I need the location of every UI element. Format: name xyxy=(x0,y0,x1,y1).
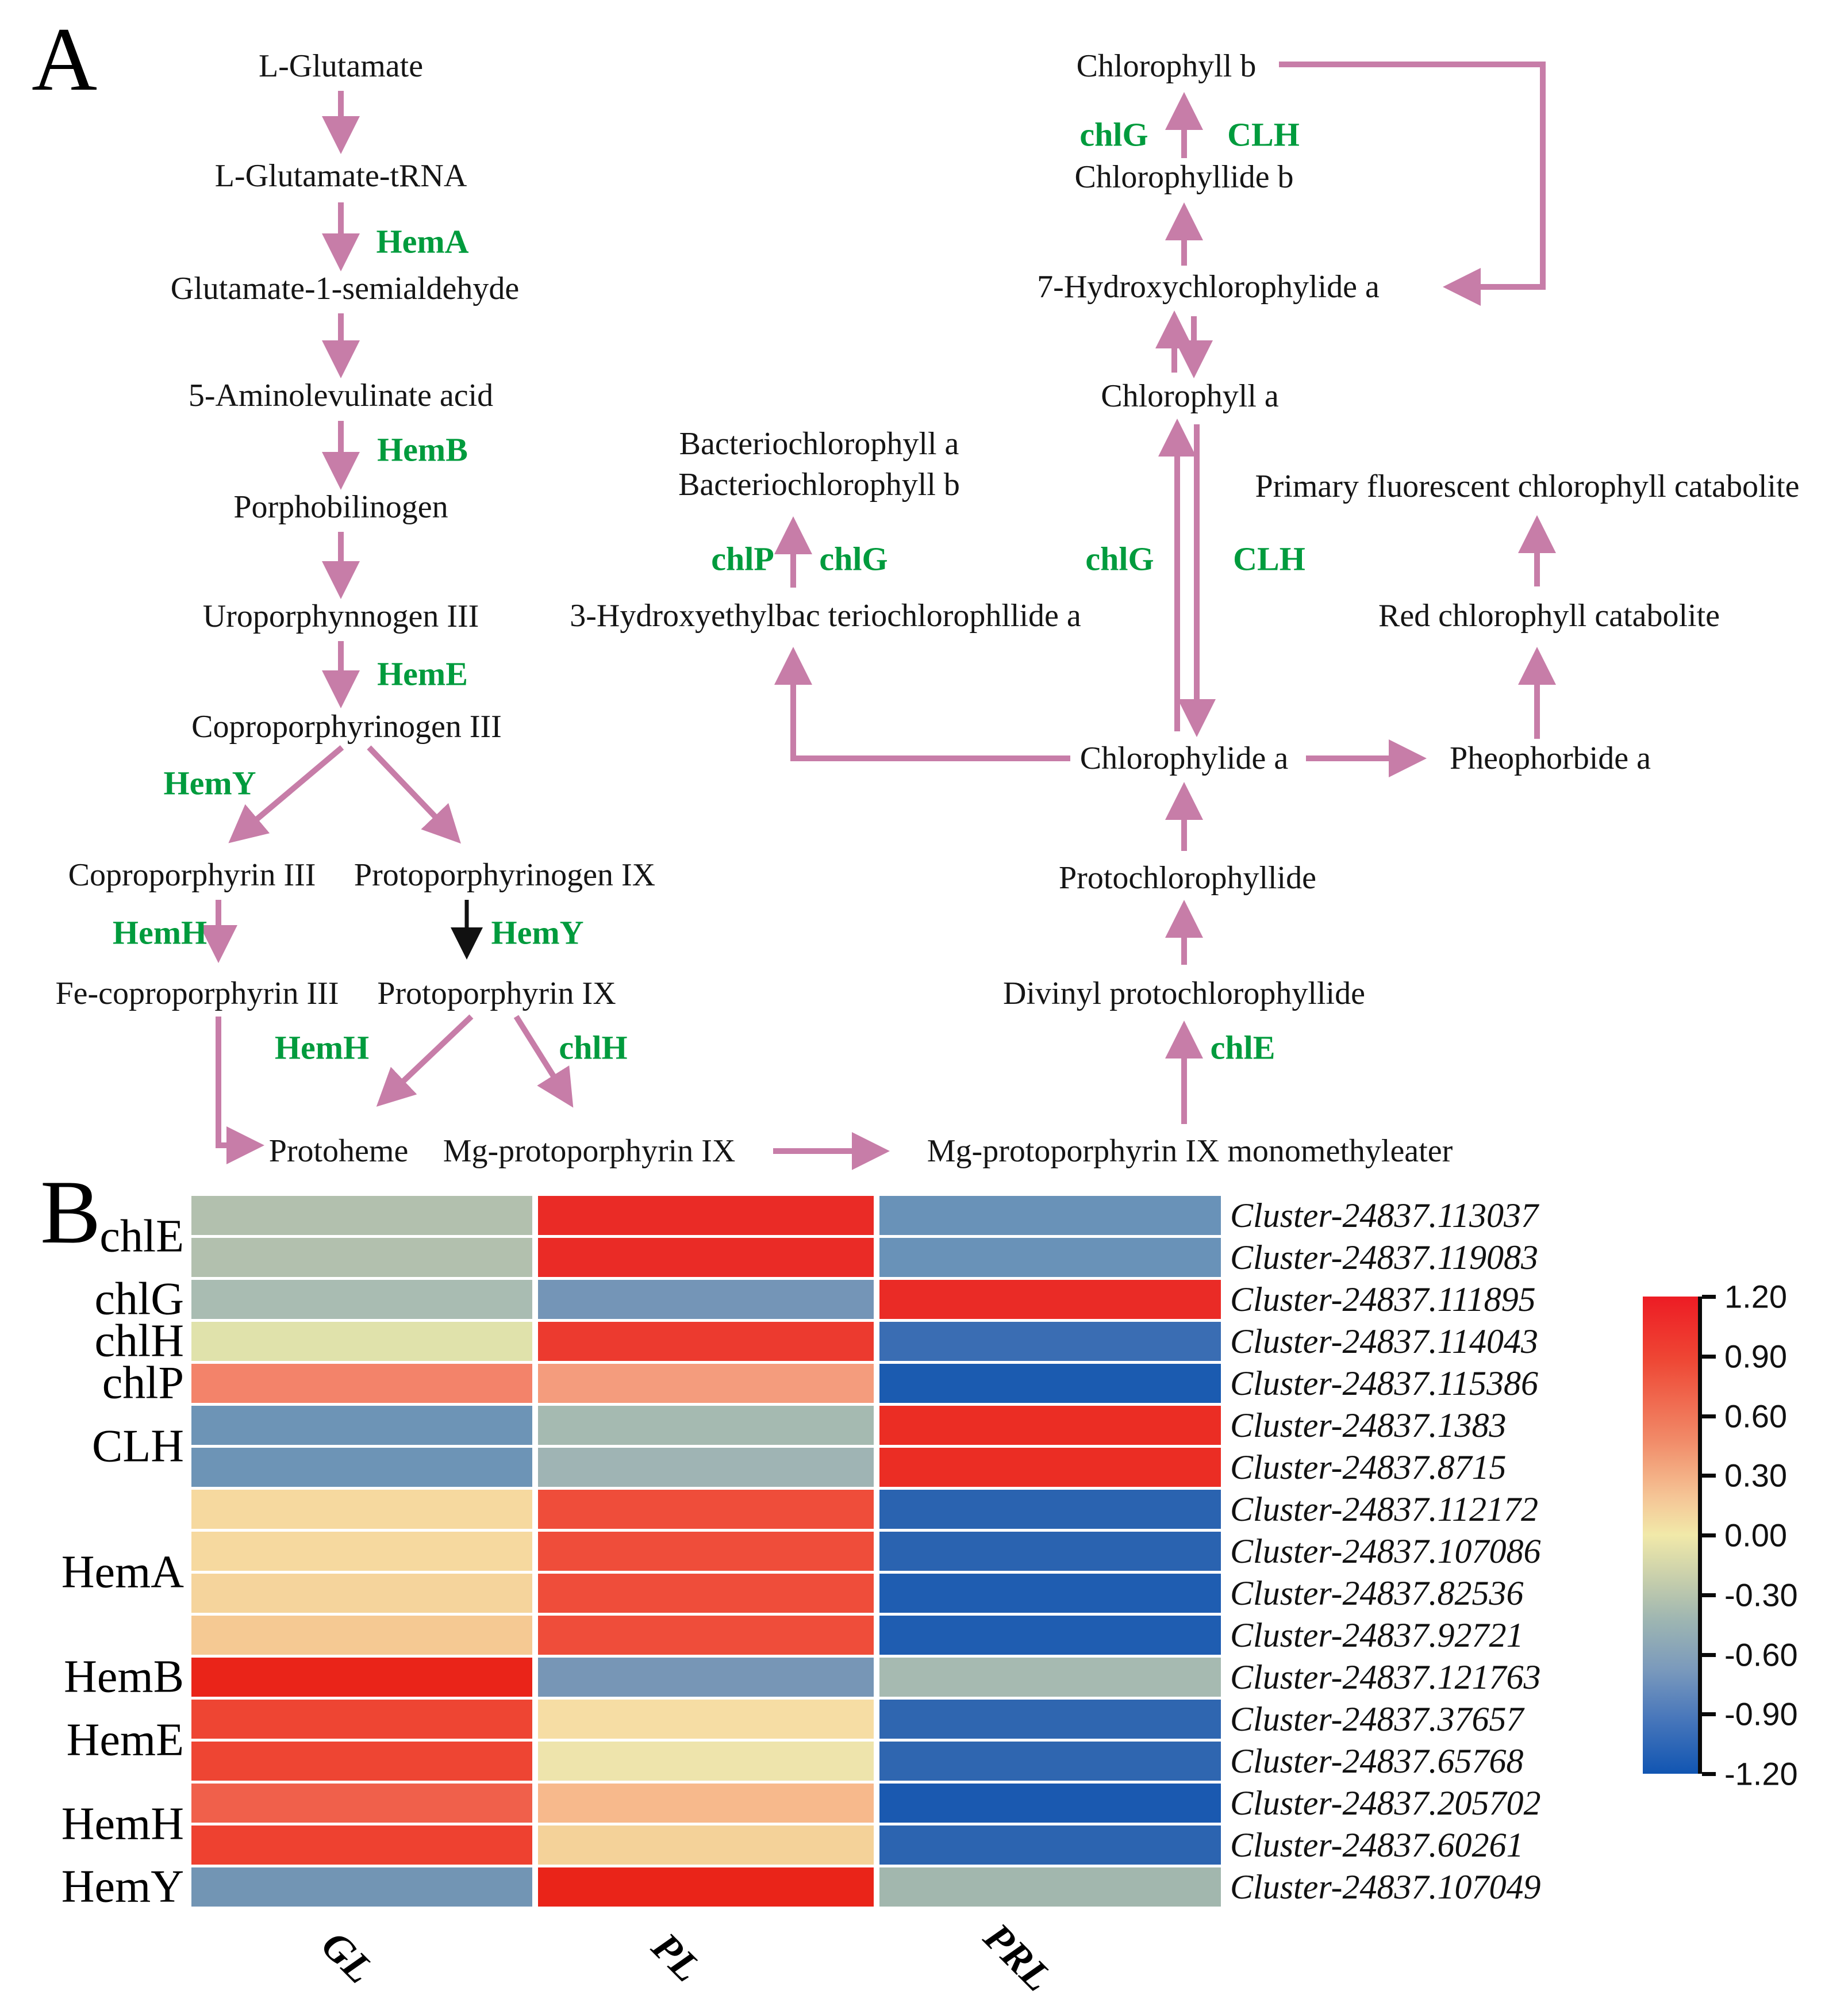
enzyme-hemb: HemB xyxy=(377,431,468,469)
colorbar-tick-label: -1.20 xyxy=(1724,1755,1798,1792)
heatmap-cell-GL-row6 xyxy=(191,1406,532,1445)
heatmap-cell-PL-row15 xyxy=(538,1784,874,1823)
colorbar-tick xyxy=(1702,1474,1716,1478)
heatmap-cell-PRL-row14 xyxy=(879,1742,1221,1781)
enzyme-chle: chlE xyxy=(1210,1029,1275,1067)
enzyme-chlg-mid: chlG xyxy=(1085,540,1154,578)
node-3-hydroxyethylbac-teriochlorophllide-a: 3-Hydroxyethylbac teriochlorophllide a xyxy=(570,597,1081,634)
heatmap-cell-PRL-row7 xyxy=(879,1448,1221,1487)
heatmap-cell-PRL-row15 xyxy=(879,1784,1221,1823)
colorbar-tick-label: 0.90 xyxy=(1724,1338,1787,1375)
enzyme-hemy-left: HemY xyxy=(163,764,256,802)
heatmap-cell-GL-row16 xyxy=(191,1825,532,1865)
cluster-label: Cluster-24837.8715 xyxy=(1230,1448,1507,1486)
node-glutamate-1-semialdehyde: Glutamate-1-semialdehyde xyxy=(170,270,520,306)
node-7-hydroxychlorophylide-a: 7-Hydroxychlorophylide a xyxy=(1037,269,1380,305)
heatmap-cell-GL-row4 xyxy=(191,1322,532,1361)
heatmap-cell-PRL-row6 xyxy=(879,1406,1221,1445)
heatmap-cell-PL-row1 xyxy=(538,1196,874,1235)
gene-group-label-hemy: HemY xyxy=(61,1861,184,1912)
colorbar-tick xyxy=(1702,1414,1716,1418)
panel-b-label: B xyxy=(40,1162,101,1263)
column-label-pl: PL xyxy=(643,1924,709,1991)
node-coproporphyrin-iii: Coproporphyrin III xyxy=(68,857,316,893)
heatmap-cell-PL-row3 xyxy=(538,1280,874,1319)
node-uroporphynnogen-iii: Uroporphynnogen III xyxy=(202,598,479,634)
arrow-coprogen-to-protogen xyxy=(369,747,457,839)
enzyme-chlh: chlH xyxy=(559,1029,628,1067)
column-label-prl: PRL xyxy=(975,1915,1061,2000)
arrow-chlorophyll-b-loop-to-7hydroxy xyxy=(1279,64,1543,287)
enzyme-clh-top: CLH xyxy=(1227,116,1300,154)
colorbar-tick xyxy=(1702,1593,1716,1597)
arrow-fecopro-to-protoheme xyxy=(218,1017,259,1145)
cluster-label: Cluster-24837.111895 xyxy=(1230,1280,1536,1318)
heatmap-cell-PL-row10 xyxy=(538,1574,874,1613)
heatmap-cell-PL-row12 xyxy=(538,1658,874,1697)
column-label-gl: GL xyxy=(313,1923,382,1992)
heatmap-cell-PRL-row10 xyxy=(879,1574,1221,1613)
node-porphobilinogen: Porphobilinogen xyxy=(233,489,448,525)
arrow-chlorophylide-a-to-hydroxyethylbac xyxy=(793,653,1070,758)
heatmap-cell-PL-row7 xyxy=(538,1448,874,1487)
node-red-chlorophyll-catabolite: Red chlorophyll catabolite xyxy=(1378,597,1720,634)
heatmap-cell-GL-row2 xyxy=(191,1238,532,1277)
heatmap-cell-PL-row13 xyxy=(538,1700,874,1739)
node-l-glutamate-trna: L-Glutamate-tRNA xyxy=(214,158,467,194)
heatmap-cell-PL-row17 xyxy=(538,1867,874,1907)
colorbar-tick-label: 0.00 xyxy=(1724,1517,1787,1554)
heatmap-cell-PL-row4 xyxy=(538,1322,874,1361)
heatmap-cell-PRL-row2 xyxy=(879,1238,1221,1277)
heatmap-cell-PL-row11 xyxy=(538,1616,874,1655)
node-protochlorophyllide: Protochlorophyllide xyxy=(1059,860,1316,896)
gene-group-label-hemb: HemB xyxy=(64,1651,184,1702)
gene-group-label-chle: chlE xyxy=(99,1211,184,1261)
gene-group-label-hema: HemA xyxy=(61,1547,184,1597)
heatmap-cell-GL-row9 xyxy=(191,1532,532,1571)
cluster-label: Cluster-24837.82536 xyxy=(1230,1574,1524,1612)
gene-group-label-heme: HemE xyxy=(66,1715,184,1765)
node-bacteriochlorophyll-b: Bacteriochlorophyll b xyxy=(678,466,960,503)
gene-group-label-hemh: HemH xyxy=(61,1798,184,1849)
heatmap-cell-PRL-row5 xyxy=(879,1364,1221,1403)
gene-group-label-chlp: chlP xyxy=(102,1357,184,1409)
cluster-label: Cluster-24837.60261 xyxy=(1230,1826,1524,1864)
heatmap-cell-GL-row5 xyxy=(191,1364,532,1403)
node-l-glutamate: L-Glutamate xyxy=(258,48,424,84)
heatmap-cell-GL-row1 xyxy=(191,1196,532,1235)
node-chlorophyll-b: Chlorophyll b xyxy=(1076,48,1257,84)
heatmap-cell-GL-row15 xyxy=(191,1784,532,1823)
heatmap-cell-GL-row10 xyxy=(191,1574,532,1613)
heatmap-cell-PRL-row11 xyxy=(879,1616,1221,1655)
heatmap-cell-PRL-row4 xyxy=(879,1322,1221,1361)
heatmap-cell-PRL-row16 xyxy=(879,1825,1221,1865)
enzyme-hemy-right: HemY xyxy=(491,914,584,952)
cluster-label: Cluster-24837.113037 xyxy=(1230,1196,1539,1234)
node-protoheme: Protoheme xyxy=(268,1133,409,1169)
heatmap-cell-GL-row3 xyxy=(191,1280,532,1319)
node-chlorophyll-a: Chlorophyll a xyxy=(1101,378,1279,414)
node-chlorophylide-a: Chlorophylide a xyxy=(1079,740,1289,776)
colorbar-tick-label: 0.30 xyxy=(1724,1457,1787,1494)
heatmap-cell-PRL-row1 xyxy=(879,1196,1221,1235)
enzyme-hemh-mid: HemH xyxy=(274,1029,370,1067)
cluster-label: Cluster-24837.65768 xyxy=(1230,1742,1524,1780)
heatmap-cell-PRL-row13 xyxy=(879,1700,1221,1739)
arrow-protoporphyrin-to-protoheme xyxy=(381,1017,471,1103)
cluster-label: Cluster-24837.107086 xyxy=(1230,1532,1541,1570)
cluster-label: Cluster-24837.115386 xyxy=(1230,1364,1539,1402)
heatmap-cell-GL-row13 xyxy=(191,1700,532,1739)
node-protoporphyrinogen-ix: Protoporphyrinogen IX xyxy=(354,857,656,893)
node-protoporphyrin-ix: Protoporphyrin IX xyxy=(377,975,616,1011)
heatmap-cell-PRL-row3 xyxy=(879,1280,1221,1319)
heatmap-cell-PL-row8 xyxy=(538,1490,874,1529)
node-pheophorbide-a: Pheophorbide a xyxy=(1450,740,1651,776)
enzyme-hema: HemA xyxy=(376,223,469,260)
cluster-label: Cluster-24837.121763 xyxy=(1230,1658,1541,1696)
node-chlorophyllide-b: Chlorophyllide b xyxy=(1074,159,1294,195)
node-mg-protoporphyrin-ix: Mg-protoporphyrin IX xyxy=(443,1133,736,1169)
gene-group-label-chlh: chlH xyxy=(94,1316,184,1367)
colorbar-tick xyxy=(1702,1653,1716,1657)
colorbar-tick xyxy=(1702,1712,1716,1716)
colorbar xyxy=(1643,1297,1702,1774)
node-divinyl-protochlorophyllide: Divinyl protochlorophyllide xyxy=(1003,975,1365,1011)
heatmap-cell-GL-row14 xyxy=(191,1742,532,1781)
node-mg-protoporphyrin-ix-monomethyleater: Mg-protoporphyrin IX monomethyleater xyxy=(927,1133,1453,1169)
cluster-label: Cluster-24837.107049 xyxy=(1230,1868,1541,1906)
enzyme-heme: HemE xyxy=(377,655,468,693)
heatmap-cell-PL-row9 xyxy=(538,1532,874,1571)
heatmap-cell-GL-row11 xyxy=(191,1616,532,1655)
heatmap-cell-GL-row8 xyxy=(191,1490,532,1529)
heatmap-cell-GL-row12 xyxy=(191,1658,532,1697)
heatmap-cell-PL-row5 xyxy=(538,1364,874,1403)
enzyme-hemh-left: HemH xyxy=(112,914,208,952)
node-fe-coproporphyrin-iii: Fe-coproporphyrin III xyxy=(55,975,339,1011)
node-coproporphyrinogen-iii: Coproporphyrinogen III xyxy=(191,708,502,745)
cluster-label: Cluster-24837.114043 xyxy=(1230,1322,1539,1360)
heatmap-cell-PL-row2 xyxy=(538,1238,874,1277)
colorbar-tick-label: 1.20 xyxy=(1724,1278,1787,1315)
heatmap-cell-PL-row16 xyxy=(538,1825,874,1865)
node-bacteriochlorophyll-a: Bacteriochlorophyll a xyxy=(679,425,959,462)
node-5-aminolevulinate-acid: 5-Aminolevulinate acid xyxy=(188,377,494,413)
enzyme-clh-mid: CLH xyxy=(1233,540,1305,578)
heatmap-cell-GL-row17 xyxy=(191,1867,532,1907)
panel-a-label: A xyxy=(32,9,98,110)
colorbar-tick-label: -0.30 xyxy=(1724,1577,1798,1613)
cluster-label: Cluster-24837.92721 xyxy=(1230,1616,1524,1654)
gene-group-label-clh: CLH xyxy=(92,1421,184,1471)
enzyme-chlg-bacterio: chlG xyxy=(819,540,888,578)
heatmap-cell-PRL-row12 xyxy=(879,1658,1221,1697)
colorbar-tick xyxy=(1702,1772,1716,1776)
heatmap-cell-PL-row6 xyxy=(538,1406,874,1445)
cluster-label: Cluster-24837.119083 xyxy=(1230,1238,1539,1276)
cluster-label: Cluster-24837.205702 xyxy=(1230,1784,1541,1822)
heatmap-cell-GL-row7 xyxy=(191,1448,532,1487)
heatmap-cell-PRL-row9 xyxy=(879,1532,1221,1571)
heatmap-cell-PRL-row17 xyxy=(879,1867,1221,1907)
enzyme-chlg-top: chlG xyxy=(1079,116,1148,154)
colorbar-tick xyxy=(1702,1295,1716,1299)
colorbar-tick-label: -0.60 xyxy=(1724,1636,1798,1673)
cluster-label: Cluster-24837.37657 xyxy=(1230,1700,1524,1738)
colorbar-tick xyxy=(1702,1355,1716,1359)
gene-group-label-chlg: chlG xyxy=(94,1274,184,1325)
colorbar-tick xyxy=(1702,1533,1716,1537)
cluster-label: Cluster-24837.1383 xyxy=(1230,1406,1507,1444)
heatmap-cell-PRL-row8 xyxy=(879,1490,1221,1529)
enzyme-chlp: chlP xyxy=(711,540,774,578)
colorbar-tick-label: 0.60 xyxy=(1724,1398,1787,1434)
heatmap-cell-PL-row14 xyxy=(538,1742,874,1781)
colorbar-tick-label: -0.90 xyxy=(1724,1696,1798,1732)
node-primary-fluorescent-chlorophyll-catabolite: Primary fluorescent chlorophyll catabolite xyxy=(1255,468,1800,504)
cluster-label: Cluster-24837.112172 xyxy=(1230,1490,1539,1528)
